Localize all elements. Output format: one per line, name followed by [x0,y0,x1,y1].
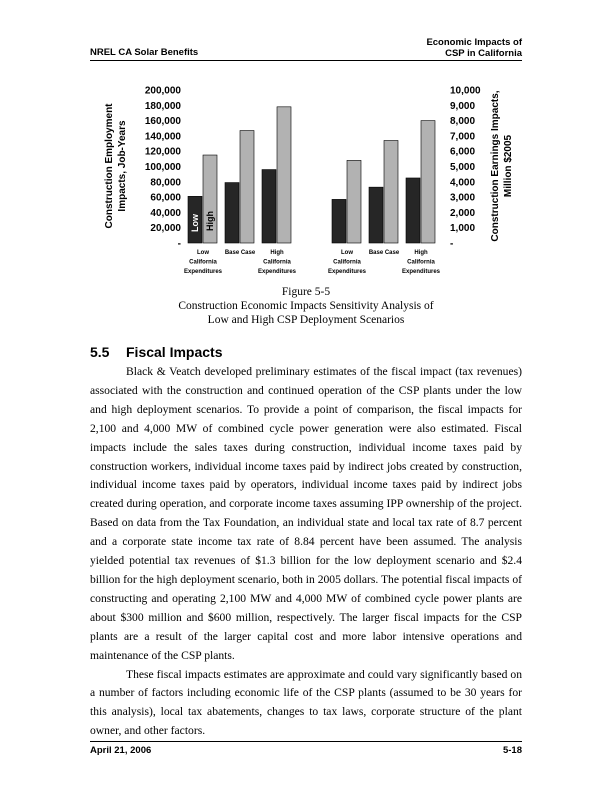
category-label-line: Expenditures [401,269,441,275]
section-heading [90,344,223,360]
left-axis-title-line2: Impacts, Job-Years [117,120,128,212]
category-label-line: Expenditures [327,269,367,275]
header-chapter-title [426,37,522,59]
category-label-line: California [407,259,435,266]
category-label-line: Base Case [224,250,256,256]
right-tick-label: 9,000 [450,100,476,112]
bar-high [240,131,254,243]
header-rule [90,60,522,61]
left-tick-label: 140,000 [144,131,181,143]
construction-impacts-chart [95,75,515,275]
right-axis-title-line2: Million $2005 [503,134,514,198]
left-tick-label: - [177,238,181,250]
section-number: 5.5 [90,344,110,360]
left-tick-label: 200,000 [144,85,181,97]
left-tick-label: 160,000 [144,116,181,128]
bar-high [277,107,291,243]
figure-title-line2: Low and High CSP Deployment Scenarios [207,314,405,326]
header-report-title: NREL CA Solar Benefits [90,47,199,58]
right-tick-label: 5,000 [450,162,476,173]
figure-number: Figure 5-5 [281,286,331,298]
right-tick-label: 6,000 [450,146,476,158]
figure-title-line1: Construction Economic Impacts Sensitivity Analysis of [178,300,434,312]
category-label-line: California [263,259,291,266]
header-chapter-line1: Economic Impacts of [426,37,522,48]
right-tick-label: - [450,238,454,250]
category-label-line: High [414,250,428,256]
left-axis-title-line1: Construction Employment [104,103,115,229]
right-tick-label: 3,000 [450,192,476,204]
right-tick-label: 4,000 [450,177,476,189]
paragraph-fiscal-caveats: These fiscal impacts estimates are approximate and could vary significantly based on a number of factors including economic life of the CSP plants (assumed to be 30 years for this analysis), local tax abatements, changes to tax laws, corporate structure of the plant owner, and other factors. [90,667,522,738]
left-tick-label: 40,000 [150,207,181,219]
bar-low [369,187,383,243]
section-title: Fiscal Impacts [126,344,223,360]
bar-high [384,140,398,243]
category-label-line: Expenditures [183,269,223,275]
right-tick-label: 10,000 [450,85,481,97]
bar-high [421,121,435,243]
right-axis-title-line1: Construction Earnings Impacts, [490,90,501,242]
left-tick-label: 180,000 [144,100,181,112]
category-label-line: Base Case [368,250,400,256]
paragraph-fiscal-estimates: Black & Veatch developed preliminary estimates of the fiscal impact (tax revenues) associated with the construction and continued operation of the CSP plants under the low and high deployment scenarios. To provide a point of comparison, the fiscal impacts for 2,100 and 4,000 MW of combined cycle power generation were also estimated. Fiscal impacts include the sales taxes during construction, individual income taxes paid by construction workers, individual income taxes paid by indirect jobs created by construction, individual income taxes paid by operators, individual income taxes paid by indirect jobs created during operation, and corporate income taxes assuming IPP ownership of the project. Based on data from the Tax Foundation, an individual state and local tax rate of 8.7 percent and a corporate state income tax rate of 8.84 percent have been assumed. The analysis yielded potential tax revenues of $1.3 billion for the low deployment scenario and $2.4 billion for the high deployment scenario, both in 2005 dollars. The potential fiscal impacts of constructing and operating 2,100 MW and 4,000 MW of combined cycle power plants are about $300 million and $600 million, respectively. The larger fiscal impacts for the CSP plants are a result of the larger capital cost and more labor intensive operations and maintenance of the CSP plants. [90,365,522,662]
bar-high [347,160,361,243]
left-tick-label: 20,000 [150,223,181,235]
figure-caption [90,285,522,327]
category-label-line: Low [341,250,353,256]
right-tick-label: 2,000 [450,207,476,219]
bar-low [406,178,420,243]
footer-page-number: 5-18 [502,745,522,756]
category-label-line: California [189,259,217,266]
right-tick-label: 7,000 [450,131,476,143]
bar-low [332,199,346,243]
body-text [90,363,522,741]
category-label-line: Low [197,250,209,256]
right-tick-label: 8,000 [450,116,476,128]
left-tick-label: 60,000 [150,192,181,204]
footer-rule [90,741,522,742]
header-chapter-line2: CSP in California [445,48,522,59]
bar-low [225,183,239,243]
category-label-line: California [333,259,361,266]
left-tick-label: 100,000 [144,162,181,173]
left-tick-label: 80,000 [150,177,181,189]
category-label-line: High [270,250,284,256]
category-label-line: Expenditures [257,269,297,275]
footer-date: April 21, 2006 [90,745,152,756]
series-label-high: High [205,211,215,231]
bar-low [262,170,276,243]
series-label-low: Low [190,214,200,232]
left-tick-label: 120,000 [144,146,181,158]
right-tick-label: 1,000 [450,223,476,235]
